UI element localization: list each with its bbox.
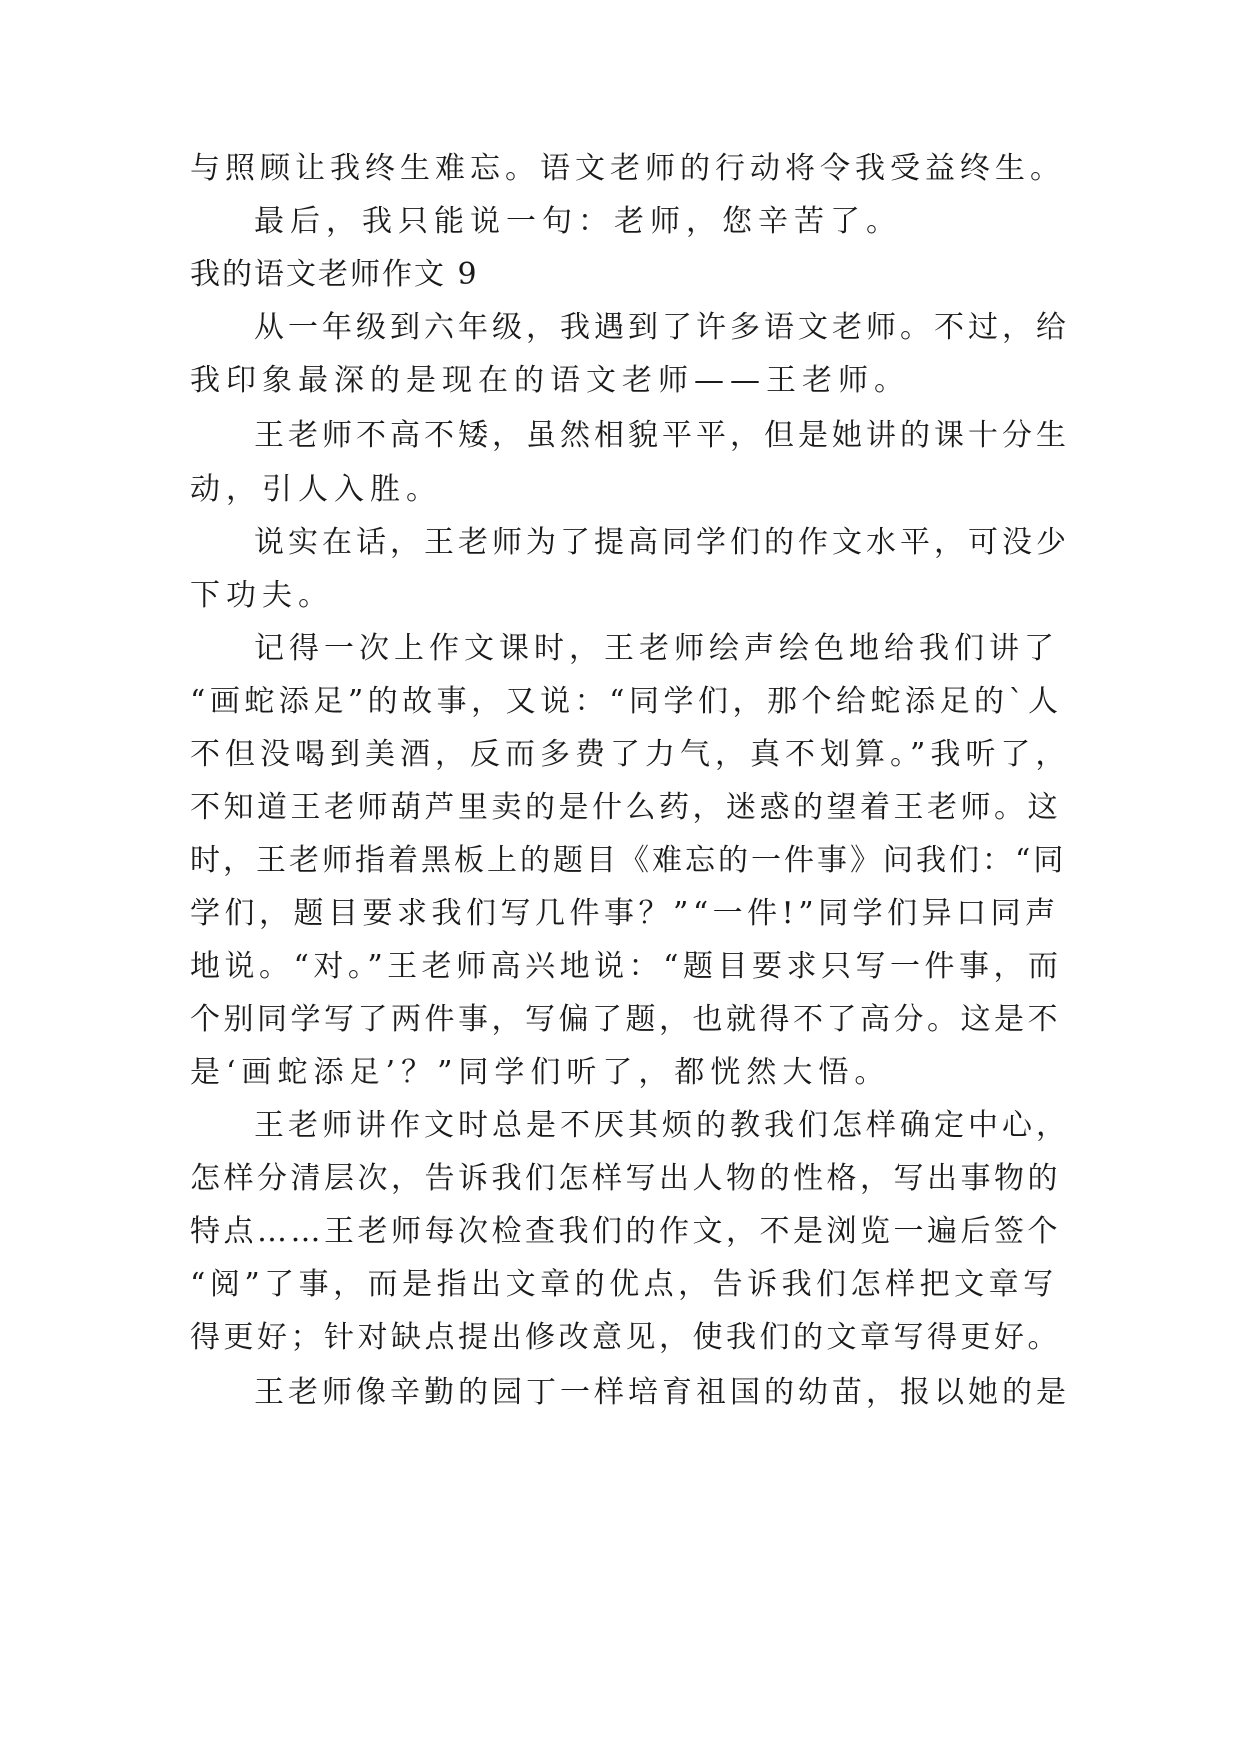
text-line: 地说。“对。”王老师高兴地说：“题目要求只写一件事，而 xyxy=(190,949,1063,984)
text-line: 与照顾让我终生难忘。语文老师的行动将令我受益终生。 xyxy=(190,151,1065,186)
text-line: 我印象最深的是现在的语文老师——王老师。 xyxy=(190,363,910,398)
text-line: 是‘画蛇添足’？”同学们听了，都恍然大悟。 xyxy=(190,1055,891,1090)
text-line: 记得一次上作文课时，王老师绘声绘色地给我们讲了 xyxy=(254,631,1059,666)
section-heading: 我的语文老师作文 9 xyxy=(190,257,479,292)
text-line: 学们，题目要求我们写几件事？”“一件!”同学们异口同声 xyxy=(190,896,1060,931)
text-line: 下功夫。 xyxy=(190,578,334,613)
text-line: 怎样分清层次，告诉我们怎样写出人物的性格，写出事物的 xyxy=(190,1161,1061,1196)
text-line: 王老师不高不矮，虽然相貌平平，但是她讲的课十分生 xyxy=(254,418,1070,453)
text-line: “阅”了事，而是指出文章的优点，告诉我们怎样把文章写 xyxy=(190,1267,1058,1302)
text-line: 时，王老师指着黑板上的题目《难忘的一件事》问我们：“同 xyxy=(190,843,1067,878)
text-line: 最后，我只能说一句：老师，您辛苦了。 xyxy=(254,204,902,239)
text-line: 从一年级到六年级，我遇到了许多语文老师。不过，给 xyxy=(254,310,1070,345)
text-line: 王老师讲作文时总是不厌其烦的教我们怎样确定中心， xyxy=(254,1108,1070,1143)
text-line: 得更好；针对缺点提出修改意见，使我们的文章写得更好。 xyxy=(190,1320,1061,1355)
text-line: 个别同学写了两件事，写偏了题，也就得不了高分。这是不 xyxy=(190,1002,1061,1037)
text-line: 动，引人入胜。 xyxy=(190,472,442,507)
text-line: 特点……王老师每次检查我们的作文，不是浏览一遍后签个 xyxy=(190,1214,1061,1249)
text-line: 不但没喝到美酒，反而多费了力气，真不划算。”我听了， xyxy=(190,737,1071,772)
text-line: 王老师像辛勤的园丁一样培育祖国的幼苗，报以她的是 xyxy=(254,1375,1070,1410)
text-line: 说实在话，王老师为了提高同学们的作文水平，可没少 xyxy=(254,525,1070,560)
text-line: “画蛇添足”的故事，又说：“同学们，那个给蛇添足的`人 xyxy=(190,684,1063,719)
text-line: 不知道王老师葫芦里卖的是什么药，迷惑的望着王老师。这 xyxy=(190,790,1061,825)
